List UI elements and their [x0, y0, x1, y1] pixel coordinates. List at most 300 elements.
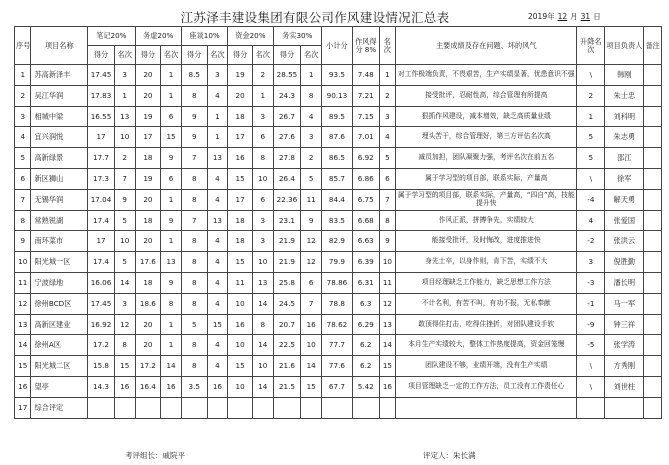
cell-change — [577, 397, 605, 418]
cell-practice-rank: 16 — [301, 314, 322, 335]
cell-service-rank: 13 — [161, 252, 182, 273]
cell-practice-score: 25.8 — [273, 272, 301, 293]
cell-funds-rank: 14 — [252, 293, 273, 314]
cell-notes-rank: 12 — [114, 314, 135, 335]
cell-practice-rank: 14 — [301, 356, 322, 377]
cell-notes-rank: 14 — [114, 272, 135, 293]
cell-rank: 4 — [379, 127, 395, 148]
cell-seq: 6 — [15, 168, 31, 189]
cell-funds-rank: 10 — [252, 168, 273, 189]
cell-seminar-rank: 4 — [207, 293, 228, 314]
report-date: 2019年 12 月 31 日 — [528, 12, 601, 21]
cell-funds-score: 10 — [228, 376, 253, 397]
cell-service-rank — [161, 397, 182, 418]
cell-practice-rank: 12 — [301, 231, 322, 252]
table-row — [15, 168, 662, 189]
cell-rank: 12 — [379, 293, 395, 314]
table-row — [15, 252, 662, 273]
cell-funds-score: 17 — [228, 127, 253, 148]
cell-rank: 3 — [379, 106, 395, 127]
cell-leader: 解天勇 — [605, 189, 644, 210]
cell-subtotal: 78.62 — [321, 314, 352, 335]
header-issues: 主要成绩及存在问题、坏的风气 — [396, 27, 577, 65]
cell-funds-score: 18 — [228, 106, 253, 127]
cell-remark — [644, 65, 662, 86]
cell-rank: 11 — [379, 272, 395, 293]
cell-style-score — [352, 397, 379, 418]
cell-seq: 3 — [15, 106, 31, 127]
cell-seq: 16 — [15, 376, 31, 397]
cell-project: 无锡华润 — [31, 189, 88, 210]
cell-funds-score: 17 — [228, 189, 253, 210]
cell-remark — [644, 106, 662, 127]
cell-notes-score: 17.3 — [88, 168, 115, 189]
cell-service-rank: 9 — [161, 148, 182, 169]
table-row — [15, 335, 662, 356]
cell-style-score: 6.63 — [352, 231, 379, 252]
table-row — [15, 376, 662, 397]
cell-practice-score: 24.5 — [273, 293, 301, 314]
cell-issues: 接受批评，忍耐性高，综合管理有所提高 — [396, 85, 577, 106]
cell-subtotal: 78.86 — [321, 272, 352, 293]
cell-notes-rank: 8 — [114, 335, 135, 356]
cell-seminar-rank: 4 — [207, 335, 228, 356]
header-remark: 备注 — [644, 27, 662, 65]
cell-notes-score: 17.2 — [88, 335, 115, 356]
cell-service-score: 17 — [135, 127, 161, 148]
cell-seminar-score: 9 — [181, 106, 207, 127]
cell-remark — [644, 85, 662, 106]
cell-funds-rank: 10 — [252, 356, 273, 377]
cell-practice-rank: 5 — [301, 168, 322, 189]
cell-remark — [644, 148, 662, 169]
cell-seminar-rank: 13 — [207, 210, 228, 231]
cell-seq: 9 — [15, 231, 31, 252]
cell-rank — [379, 397, 395, 418]
cell-notes-rank: 5 — [114, 252, 135, 273]
cell-project: 望亭 — [31, 376, 88, 397]
cell-service-rank: 6 — [161, 168, 182, 189]
cell-project: 吴江华润 — [31, 85, 88, 106]
cell-practice-score: 26.4 — [273, 168, 301, 189]
cell-practice-rank: 4 — [301, 106, 322, 127]
cell-style-score: 7.48 — [352, 65, 379, 86]
cell-change: 5 — [577, 127, 605, 148]
cell-change: \ — [577, 376, 605, 397]
cell-seminar-score: 8 — [181, 85, 207, 106]
cell-remark — [644, 397, 662, 418]
cell-notes-score — [88, 397, 115, 418]
cell-practice-score: 22.5 — [273, 335, 301, 356]
table-row — [15, 65, 662, 86]
cell-seminar-rank: 1 — [207, 127, 228, 148]
cell-rank: 10 — [379, 252, 395, 273]
cell-leader: 潘长明 — [605, 272, 644, 293]
cell-issues: 团队建设不够，业绩开端，没有生产实绩 — [396, 356, 577, 377]
cell-service-score: 17.6 — [135, 252, 161, 273]
cell-issues: 减员加担，团队凝聚力强，考评名次在前五名 — [396, 148, 577, 169]
header-practice: 务实30% — [273, 27, 321, 46]
cell-funds-score: 15 — [228, 356, 253, 377]
review-leader-signature: 考评组长：戚院平 — [125, 451, 185, 460]
cell-practice-rank: 2 — [301, 148, 322, 169]
cell-subtotal: 78.8 — [321, 293, 352, 314]
cell-subtotal: 84.4 — [321, 189, 352, 210]
cell-leader: 徐军 — [605, 168, 644, 189]
cell-funds-rank: 14 — [252, 335, 273, 356]
summary-table — [14, 26, 662, 419]
cell-seminar-score: 8 — [181, 168, 207, 189]
cell-style-score: 5.42 — [352, 376, 379, 397]
cell-change: -9 — [577, 314, 605, 335]
cell-subtotal: 89.5 — [321, 106, 352, 127]
cell-practice-score: 23.1 — [273, 210, 301, 231]
cell-seminar-rank: 4 — [207, 189, 228, 210]
header-rank: 名次 — [207, 46, 228, 65]
cell-service-rank: 1 — [161, 231, 182, 252]
header-rank-total: 名次 — [379, 27, 395, 65]
cell-issues: 属于学习型的项目部，联系实际，产量高，“四自”高，技能提升快 — [396, 189, 577, 210]
cell-rank: 2 — [379, 85, 395, 106]
cell-notes-score: 17.83 — [88, 85, 115, 106]
cell-rank: 5 — [379, 148, 395, 169]
cell-seminar-score: 3.5 — [181, 376, 207, 397]
cell-rank: 8 — [379, 210, 395, 231]
cell-project: 阳光城二区 — [31, 356, 88, 377]
cell-project: 苏高新泽丰 — [31, 65, 88, 86]
cell-leader: 马一军 — [605, 293, 644, 314]
header-rank: 名次 — [114, 46, 135, 65]
cell-seq: 13 — [15, 314, 31, 335]
cell-notes-score: 16.55 — [88, 106, 115, 127]
cell-leader: 倪胜勤 — [605, 252, 644, 273]
cell-change: \ — [577, 168, 605, 189]
header-rank: 名次 — [301, 46, 322, 65]
cell-funds-score: 15 — [228, 168, 253, 189]
cell-practice-rank: 7 — [301, 293, 322, 314]
cell-notes-score: 17 — [88, 127, 115, 148]
cell-service-rank: 1 — [161, 65, 182, 86]
table-row — [15, 85, 662, 106]
cell-service-score: 18 — [135, 148, 161, 169]
cell-funds-score: 19 — [228, 65, 253, 86]
cell-rank: 1 — [379, 65, 395, 86]
cell-practice-score: 21.9 — [273, 231, 301, 252]
cell-service-score: 18 — [135, 210, 161, 231]
cell-seq: 15 — [15, 356, 31, 377]
cell-funds-rank: 8 — [252, 148, 273, 169]
cell-change: -3 — [577, 272, 605, 293]
cell-seminar-score: 7 — [181, 148, 207, 169]
cell-service-score: 20 — [135, 189, 161, 210]
cell-seq: 2 — [15, 85, 31, 106]
header-score: 得分 — [135, 46, 161, 65]
cell-seminar-rank: 1 — [207, 106, 228, 127]
table-row — [15, 231, 662, 252]
cell-project: 阳光城一区 — [31, 252, 88, 273]
header-notes: 笔记20% — [88, 27, 135, 46]
cell-practice-score — [273, 397, 301, 418]
cell-leader: 刘世柱 — [605, 376, 644, 397]
cell-service-score: 17.2 — [135, 356, 161, 377]
cell-subtotal: 90.13 — [321, 85, 352, 106]
cell-funds-rank: 10 — [252, 252, 273, 273]
cell-notes-score: 16.92 — [88, 314, 115, 335]
cell-seminar-score: 8 — [181, 356, 207, 377]
table-row — [15, 356, 662, 377]
cell-project: 常熟锐湖 — [31, 210, 88, 231]
cell-seq: 8 — [15, 210, 31, 231]
cell-issues: 敢顶得住打击，吃得住挫折，对团队建设手软 — [396, 314, 577, 335]
cell-seminar-rank: 13 — [207, 148, 228, 169]
header-funds: 资金20% — [228, 27, 273, 46]
cell-funds-score: 16 — [228, 148, 253, 169]
cell-change: 3 — [577, 252, 605, 273]
cell-leader: 钟三祥 — [605, 314, 644, 335]
cell-seminar-rank: 3 — [207, 65, 228, 86]
cell-service-rank: 1 — [161, 314, 182, 335]
cell-funds-score: 20 — [228, 85, 253, 106]
cell-style-score: 7.21 — [352, 85, 379, 106]
cell-project: 相城中梁 — [31, 106, 88, 127]
table-row — [15, 397, 662, 418]
cell-service-rank: 8 — [161, 293, 182, 314]
cell-issues: 对工作极端负责，不畏艰苦，生产实绩显著，忧患意识不强 — [396, 65, 577, 86]
cell-project: 高新区建业 — [31, 314, 88, 335]
cell-notes-rank — [114, 397, 135, 418]
cell-practice-score: 28.55 — [273, 65, 301, 86]
cell-practice-rank: 11 — [301, 189, 322, 210]
cell-notes-rank: 10 — [114, 127, 135, 148]
cell-funds-score: 16 — [228, 314, 253, 335]
cell-issues: 属于学习型的项目部，联系实际，产量高 — [396, 168, 577, 189]
cell-practice-rank: 12 — [301, 252, 322, 273]
cell-seminar-rank: 4 — [207, 231, 228, 252]
cell-change: -2 — [577, 231, 605, 252]
cell-subtotal: 87.6 — [321, 127, 352, 148]
cell-practice-rank: 15 — [301, 376, 322, 397]
cell-style-score: 6.31 — [352, 272, 379, 293]
cell-practice-score: 24.3 — [273, 85, 301, 106]
cell-funds-score: 18 — [228, 210, 253, 231]
header-rank: 名次 — [252, 46, 273, 65]
header-subtotal: 小计分 — [321, 27, 352, 65]
cell-practice-score: 27.6 — [273, 127, 301, 148]
cell-issues: 身先士卒，以身作则，肯下苦，实绩不大 — [396, 252, 577, 273]
cell-subtotal: 83.5 — [321, 210, 352, 231]
cell-seminar-rank: 15 — [207, 314, 228, 335]
cell-funds-rank: 3 — [252, 210, 273, 231]
cell-leader: 朱士忠 — [605, 85, 644, 106]
cell-service-score: 19 — [135, 106, 161, 127]
cell-practice-score: 27.8 — [273, 148, 301, 169]
cell-issues: 项目管理缺乏一定的工作方法，员工没有工作责任心 — [396, 376, 577, 397]
table-row — [15, 148, 662, 169]
cell-project: 新区狮山 — [31, 168, 88, 189]
cell-funds-rank: 3 — [252, 231, 273, 252]
cell-subtotal: 93.5 — [321, 65, 352, 86]
cell-practice-score: 21.5 — [273, 376, 301, 397]
table-row — [15, 106, 662, 127]
header-seminar: 座谈10% — [181, 27, 227, 46]
cell-notes-rank: 1 — [114, 85, 135, 106]
cell-service-rank: 15 — [161, 127, 182, 148]
cell-rank: 9 — [379, 231, 395, 252]
cell-subtotal: 86.5 — [321, 148, 352, 169]
date-year: 2019 — [528, 12, 548, 21]
cell-practice-rank: 1 — [301, 65, 322, 86]
cell-seq: 17 — [15, 397, 31, 418]
cell-project: 徐州A区 — [31, 335, 88, 356]
cell-funds-rank: 6 — [252, 127, 273, 148]
cell-service-rank: 1 — [161, 335, 182, 356]
header-change: 升降名次 — [577, 27, 605, 65]
table-row — [15, 189, 662, 210]
cell-notes-score: 17.04 — [88, 189, 115, 210]
cell-notes-score: 17.4 — [88, 252, 115, 273]
cell-seq: 7 — [15, 189, 31, 210]
cell-seminar-score: 8 — [181, 272, 207, 293]
cell-leader: 朱志勇 — [605, 127, 644, 148]
cell-remark — [644, 231, 662, 252]
cell-service-rank: 1 — [161, 85, 182, 106]
cell-remark — [644, 210, 662, 231]
cell-subtotal: 77.7 — [321, 335, 352, 356]
cell-funds-score: 10 — [228, 335, 253, 356]
cell-leader: 张爱国 — [605, 210, 644, 231]
cell-seminar-score: 8 — [181, 231, 207, 252]
cell-notes-rank: 15 — [114, 356, 135, 377]
cell-subtotal: 79.9 — [321, 252, 352, 273]
cell-change: 4 — [577, 210, 605, 231]
cell-style-score: 6.29 — [352, 314, 379, 335]
cell-seminar-score: 8 — [181, 335, 207, 356]
cell-remark — [644, 293, 662, 314]
cell-practice-rank: 3 — [301, 127, 322, 148]
cell-change: -4 — [577, 189, 605, 210]
cell-funds-rank: 1 — [252, 85, 273, 106]
cell-service-score: 18.6 — [135, 293, 161, 314]
cell-funds-rank — [252, 397, 273, 418]
cell-service-rank: 14 — [161, 356, 182, 377]
cell-practice-rank: 8 — [301, 85, 322, 106]
cell-remark — [644, 376, 662, 397]
table-row — [15, 127, 662, 148]
cell-leader — [605, 397, 644, 418]
cell-seq: 5 — [15, 148, 31, 169]
cell-project: 徐州BCD区 — [31, 293, 88, 314]
header-score: 得分 — [88, 46, 115, 65]
cell-style-score: 6.92 — [352, 148, 379, 169]
cell-issues: 埋头苦干，综合管理好，第三方评估名次高 — [396, 127, 577, 148]
cell-practice-score: 21.9 — [273, 252, 301, 273]
cell-subtotal — [321, 397, 352, 418]
cell-seminar-score: 8 — [181, 252, 207, 273]
cell-leader: 张学涛 — [605, 335, 644, 356]
cell-seminar-score: 8 — [181, 293, 207, 314]
cell-leader: 刘科明 — [605, 106, 644, 127]
cell-rank: 7 — [379, 189, 395, 210]
cell-issues: 狠抓作风建设，减本增效，缺乏高质量业绩 — [396, 106, 577, 127]
cell-seq: 4 — [15, 127, 31, 148]
cell-project: 宜兴润悦 — [31, 127, 88, 148]
cell-seq: 1 — [15, 65, 31, 86]
cell-change: 2 — [577, 85, 605, 106]
header-rank: 名次 — [161, 46, 182, 65]
cell-notes-score: 17 — [88, 231, 115, 252]
cell-practice-score: 22.36 — [273, 189, 301, 210]
cell-remark — [644, 189, 662, 210]
cell-rank: 13 — [379, 314, 395, 335]
cell-seminar-rank: 4 — [207, 85, 228, 106]
cell-practice-score: 26.7 — [273, 106, 301, 127]
cell-remark — [644, 168, 662, 189]
date-day: 31 — [580, 12, 591, 21]
cell-practice-rank: 9 — [301, 210, 322, 231]
cell-project: 综合评定 — [31, 397, 88, 418]
cell-rank: 6 — [379, 168, 395, 189]
cell-service-score — [135, 397, 161, 418]
cell-notes-score: 17.45 — [88, 65, 115, 86]
header-score: 得分 — [273, 46, 301, 65]
cell-change: 5 — [577, 148, 605, 169]
table-row — [15, 314, 662, 335]
cell-funds-rank: 6 — [252, 189, 273, 210]
cell-service-score: 20 — [135, 314, 161, 335]
cell-practice-rank — [301, 397, 322, 418]
cell-style-score: 6.2 — [352, 335, 379, 356]
cell-seminar-score: 8 — [181, 189, 207, 210]
cell-notes-rank: 3 — [114, 65, 135, 86]
cell-funds-score: 10 — [228, 293, 253, 314]
cell-funds-rank: 14 — [252, 376, 273, 397]
cell-service-score: 19 — [135, 168, 161, 189]
cell-seq: 14 — [15, 335, 31, 356]
date-month: 12 — [557, 12, 568, 21]
cell-notes-score: 17.7 — [88, 148, 115, 169]
cell-funds-score — [228, 397, 253, 418]
cell-change: -5 — [577, 335, 605, 356]
cell-notes-rank: 7 — [114, 168, 135, 189]
review-leader-name: 戚院平 — [162, 451, 185, 460]
cell-subtotal: 85.7 — [321, 168, 352, 189]
cell-funds-rank: 8 — [252, 314, 273, 335]
cell-seminar-rank — [207, 397, 228, 418]
evaluator-signature: 评定人：朱长满 — [423, 451, 476, 460]
cell-seminar-rank: 4 — [207, 252, 228, 273]
cell-notes-rank: 13 — [114, 106, 135, 127]
cell-project: 高新绿景 — [31, 148, 88, 169]
cell-seminar-rank: 16 — [207, 376, 228, 397]
cell-subtotal: 82.9 — [321, 231, 352, 252]
header-score: 得分 — [228, 46, 253, 65]
cell-subtotal: 67.7 — [321, 376, 352, 397]
cell-style-score: 6.86 — [352, 168, 379, 189]
cell-notes-rank: 16 — [114, 376, 135, 397]
cell-change: 1 — [577, 106, 605, 127]
cell-funds-score: 11 — [228, 272, 253, 293]
cell-service-score: 20 — [135, 335, 161, 356]
cell-funds-rank: 13 — [252, 272, 273, 293]
table-row — [15, 210, 662, 231]
cell-service-score: 20 — [135, 231, 161, 252]
cell-seq: 12 — [15, 293, 31, 314]
cell-service-score: 16.4 — [135, 376, 161, 397]
header-style-score: 作风得分 8% — [352, 27, 379, 65]
cell-service-score: 20 — [135, 65, 161, 86]
cell-service-rank: 1 — [161, 189, 182, 210]
cell-seminar-score: 9 — [181, 127, 207, 148]
